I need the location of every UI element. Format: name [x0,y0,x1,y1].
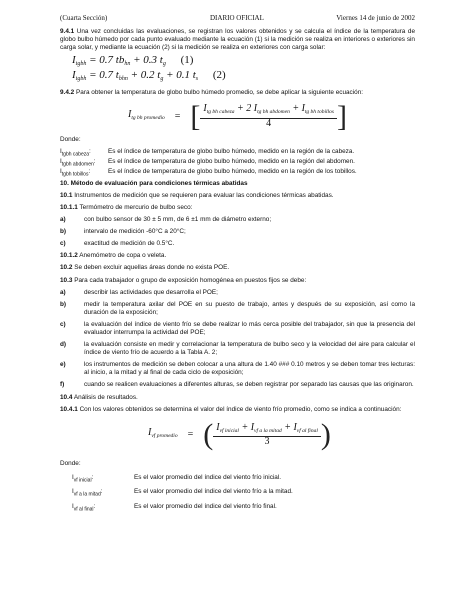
list-item: b) medir la temperatura axilar del POE en su puesto de trabajo, antes y después de su exposición, así como la duración de la exposición; [60,300,415,316]
page-body [60,28,415,513]
paragraph-9-4-1: 9.4.1 Una vez concluidas las evaluaciones, se registran los valores obtenidos y se calcula el índice de la temperatura de globo bulbo húmedo por cada punto evaluado mediante la ecuación (1) si la medición se realiza en interiores o exteriores sin carga solar, y mediante la ecuación (2) si la medición se realiza en exteriores con carga solar: [60,28,415,52]
equation-3: $I_{tg bh promedio}$ = [ $\frac{I_{tg bh cabeza} + 2 I_{tg bh abdomen} + I_{tg bh tobillos}}{4}$ ] [128,99,347,133]
list-item: a) describir las actividades que desarrolla el POE; [60,288,218,296]
paragraph-10-1: 10.1 Instrumentos de medición que se requieren para evaluar las condiciones térmicas abatidas. [60,191,334,199]
section-heading-10: 10. Método de evaluación para condiciones térmicas abatidas [60,179,248,187]
header-date: Viernes 14 de junio de 2002 [336,14,415,22]
list-item: f) cuando se realicen evaluaciones a diferentes alturas, se deben registrar por separado las causas que las originaron. [60,381,414,389]
definition-item: $I_{tgbh cabeza}$: Es el índice de temperatura de globo bulbo húmedo, medido en la región de la cabeza. [60,147,355,157]
donde-label: Donde: [60,135,81,143]
numerator: $I_{tg bh cabeza} + 2$ $I_{tg bh abdomen} + I_{tg bh tobillos}$ [200,105,337,118]
header-publication: DIARIO OFICIAL [210,14,264,22]
list-item: c) la evaluación del índice de viento frío se debe realizar lo más cerca posible del trabajador, sin que la presencia del evaluador interrumpa la actividad del POE; [60,320,415,336]
definition-item: $I_{tgbh tobillos}$: Es el índice de temperatura de globo bulbo húmedo, medido en la región de los tobillos. [60,168,357,178]
definition-item: $I_{vf al final}$: Es el valor promedio del índice del viento frío final. [72,502,277,512]
equation-1: $I_{tgbh} = 0.7$ $tb_{hn} + 0.3$ $t_g$ (1) [72,54,194,68]
paragraph-9-4-2: 9.4.2 Para obtener la temperatura de globo bulbo húmedo promedio, se debe aplicar la siguiente ecuación: [60,89,364,97]
list-item: e) los instrumentos de medición se deben colocar a una altura de 1.40 ### 0.10 metros y se deben tomar tres lecturas: al inicio, a la mitad y al final de cada ciclo de exposición; [60,361,415,377]
denominator: 4 [266,117,272,129]
fraction [213,421,321,447]
definition-item: $I_{tgbh abdomen}$: Es el índice de temperatura de globo bulbo húmedo, medido en la región del abdomen. [60,158,355,168]
list-item: b) intervalo de medición -60°C a 20°C; [60,228,186,236]
equation-lhs: $I_{vf promedio}$ [148,427,178,440]
fraction [200,105,337,127]
numerator: $I_{vf inicial} + I_{vf a la mitad} + I_{vf al final}$ [213,424,321,437]
donde-label: Donde: [60,459,81,467]
equation-2: $I_{tgbh} = 0.7$ $t_{bhn} + 0.2$ $t_g + 0.1$ $t_s$ (2) [72,69,226,83]
header-section: (Cuarta Sección) [60,14,108,22]
paragraph-10-4-1: 10.4.1 Con los valores obtenidos se determina el valor del índice de viento frío promedio, como se indica a continuación: [60,405,402,413]
definition-item: $I_{vf inicial}$: Es el valor promedio del índice del viento frío inicial. [72,473,282,484]
equation-4: $I_{vf promedio}$ = ( $\frac{I_{vf inicial} + I_{vf a la mitad} + I_{vf al final}}{3}$ ) [148,417,331,451]
equation-number: (1) [180,54,194,67]
denominator: 3 [264,435,270,447]
equation-number: (2) [212,69,226,82]
list-item: a) con bulbo sensor de 30 ± 5 mm, de 6 ±1 mm de diámetro externo; [60,216,272,224]
paragraph-10-3: 10.3 Para cada trabajador o grupo de exposición homogénea en puestos fijos se debe: [60,276,307,284]
paragraph-10-1-2: 10.1.2 Anemómetro de copa o veleta. [60,252,167,260]
paragraph-10-1-1: 10.1.1 Termómetro de mercurio de bulbo seco: [60,203,193,211]
paragraph-10-4: 10.4 Análisis de resultados. [60,393,138,401]
paragraph-10-2: 10.2 Se deben excluir aquellas áreas donde no exista POE. [60,264,230,272]
equation-lhs: $I_{tg bh promedio}$ [128,109,165,122]
list-item: d) la evaluación consiste en medir y correlacionar la temperatura de bulbo seco y la velocidad del aire para calcular el índice de viento frío de acuerdo a la Tabla A. 2; [60,341,415,357]
definitions-list-2 [72,474,415,513]
definition-item: $I_{vf a la mitad}$: Es el valor promedio del índice del viento frío a la mitad. [72,488,293,498]
list-item: c) exactitud de medición de 0.5°C. [60,240,175,248]
definitions-list-1 [60,148,415,179]
